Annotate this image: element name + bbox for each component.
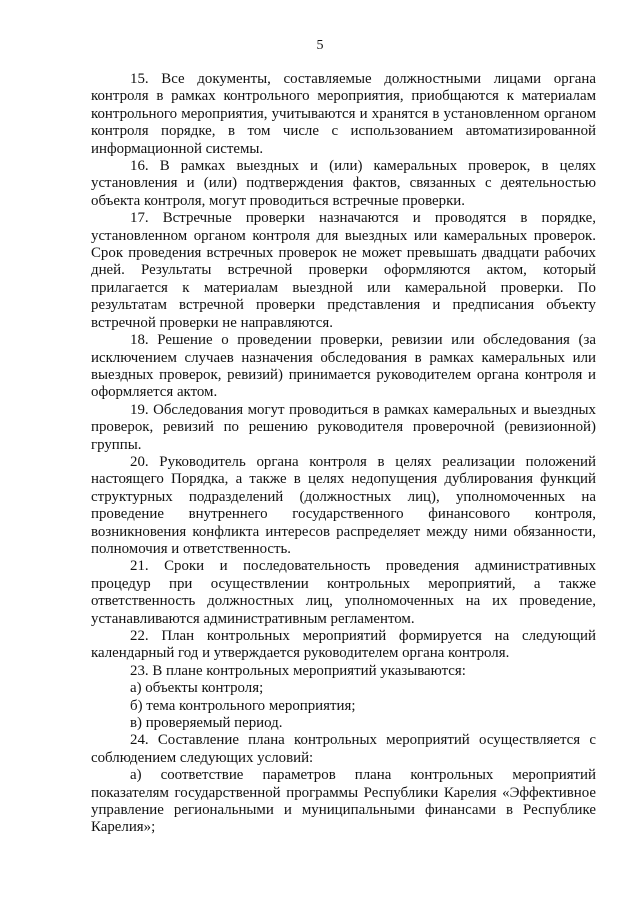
paragraph-22: 22. План контрольных мероприятий формируется на следующий календарный год и утверждается руководителем органа контроля. [91, 628, 596, 662]
paragraph-21: 21. Сроки и последовательность проведения административных процедур при осуществлении контрольных мероприятий, а также ответственность должностных лиц, уполномоченных на их проведение, устанавливаются административным регламентом. [91, 558, 596, 627]
paragraph-17: 17. Встречные проверки назначаются и проводятся в порядке, установленном органом контроля для выездных или камеральных проверок. Срок проведения встречных проверок не может превышать двадцати рабочих дней. Результаты встречной проверки оформляются актом, который прилагается к материалам выездной или камеральной проверки. По результатам встречной проверки представления и предписания объекту встречной проверки не направляются. [91, 210, 596, 331]
paragraph-19: 19. Обследования могут проводиться в рамках камеральных и выездных проверок, ревизий по решению руководителя проверочной (ревизионной) группы. [91, 401, 596, 453]
list-item-b: б) тема контрольного мероприятия; [130, 697, 356, 714]
paragraph-18: 18. Решение о проведении проверки, ревизии или обследования (за исключением случаев назначения обследования в рамках камеральных или выездных проверок, ревизий) принимается руководителем органа контроля и оформляется актом. [91, 332, 596, 401]
paragraph-16: 16. В рамках выездных и (или) камеральных проверок, в целях установления и (или) подтверждения фактов, связанных с деятельностью объекта контроля, могут проводиться встречные проверки. [91, 158, 596, 209]
paragraph-15: 15. Все документы, составляемые должностными лицами органа контроля в рамках контрольного мероприятия, приобщаются к материалам контрольного мероприятия, учитываются и хранятся в установленном органом контроля порядке, в том числе с использованием автоматизированной информационной системы. [91, 71, 596, 157]
list-item-24a: а) соответствие параметров плана контрольных мероприятий показателям государственной программы Республики Карелия «Эффективное управление региональными и муниципальными финансами в Республике Карелия»; [91, 767, 596, 836]
paragraph-23: 23. В плане контрольных мероприятий указываются: [130, 662, 466, 679]
paragraph-20: 20. Руководитель органа контроля в целях реализации положений настоящего Порядка, а также в целях недопущения дублирования функций структурных подразделений (должностных лиц), уполномоченных на проведение внутреннего государственного финансового контроля, возникновения конфликта интересов распределяет между ними обязанности, полномочия и ответственность. [91, 453, 596, 557]
list-item-c: в) проверяемый период. [130, 715, 283, 732]
document-body [91, 71, 596, 837]
paragraph-24: 24. Составление плана контрольных мероприятий осуществляется с соблюдением следующих условий: [91, 732, 596, 766]
page-number: 5 [316, 38, 324, 53]
list-item-a: а) объекты контроля; [130, 680, 264, 697]
